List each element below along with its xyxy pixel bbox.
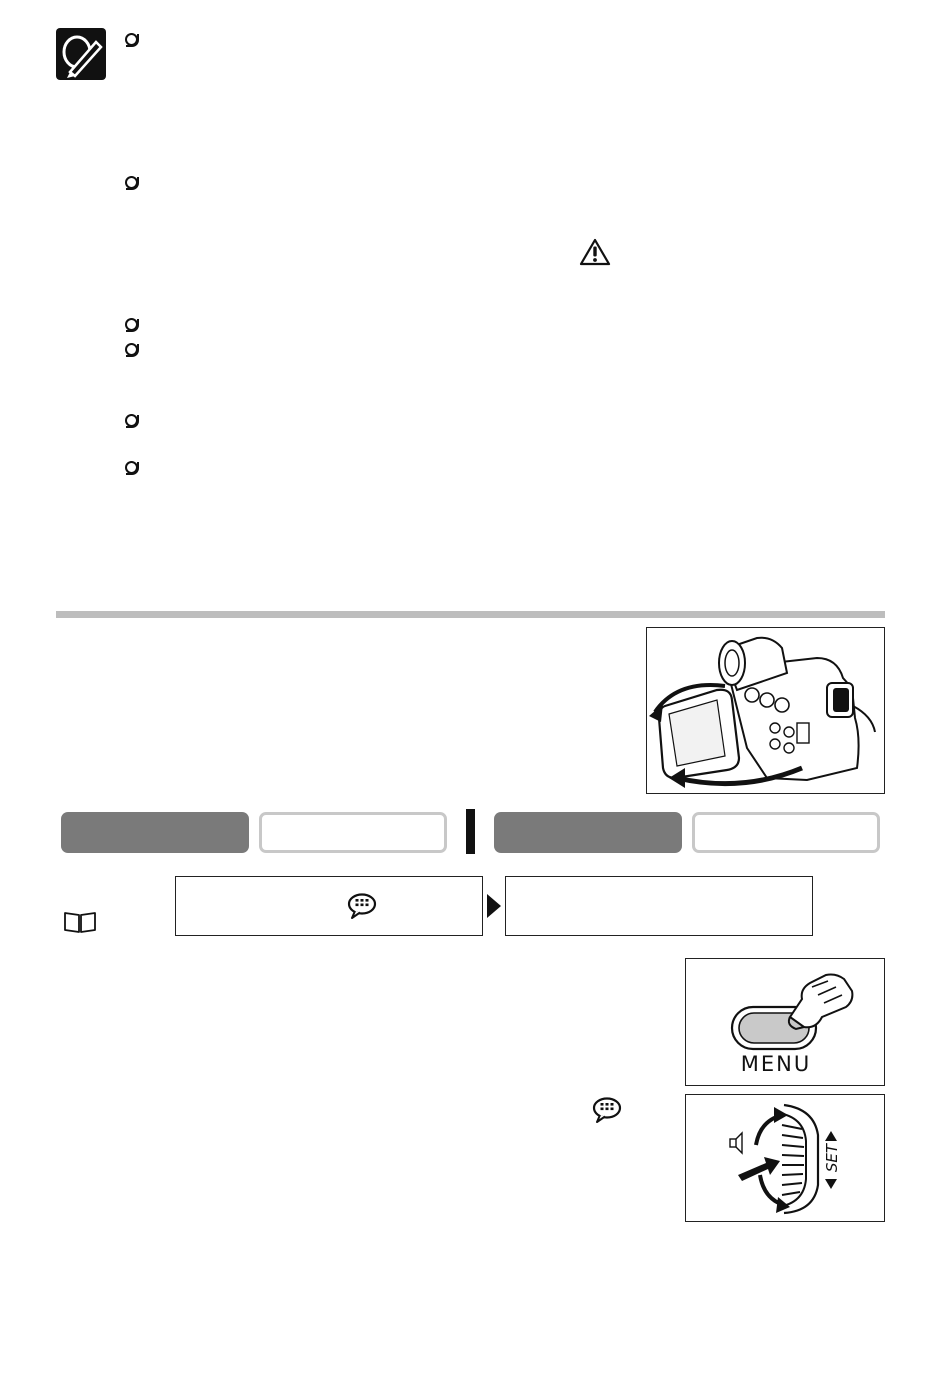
section-divider — [56, 611, 885, 618]
set-dial-illustration — [685, 1094, 885, 1222]
speech-bubble-menu-icon — [592, 1097, 622, 1123]
mode-separator — [466, 809, 475, 854]
book-reference-icon — [63, 910, 97, 934]
bullet-circle-icon — [125, 176, 138, 189]
bullet-circle-icon — [125, 318, 138, 331]
right-arrow-icon — [486, 893, 502, 919]
speech-bubble-menu-icon — [347, 893, 377, 919]
mode-tab-3 — [494, 812, 682, 853]
camcorder-lcd-illustration — [646, 627, 885, 794]
menu-button-label: MENU — [740, 1052, 812, 1076]
menu-path-box-1 — [175, 876, 483, 936]
dial-set-label: SET — [823, 1143, 841, 1173]
mode-tab-2 — [259, 812, 447, 853]
menu-button-illustration — [685, 958, 885, 1086]
caution-triangle-icon — [579, 238, 611, 266]
menu-path-box-2 — [505, 876, 813, 936]
mode-tab-4 — [692, 812, 880, 853]
bullet-circle-icon — [125, 461, 138, 474]
bullet-circle-icon — [125, 414, 138, 427]
note-pencil-icon — [56, 28, 106, 80]
bullet-circle-icon — [125, 33, 138, 46]
bullet-circle-icon — [125, 343, 138, 356]
mode-tab-1 — [61, 812, 249, 853]
